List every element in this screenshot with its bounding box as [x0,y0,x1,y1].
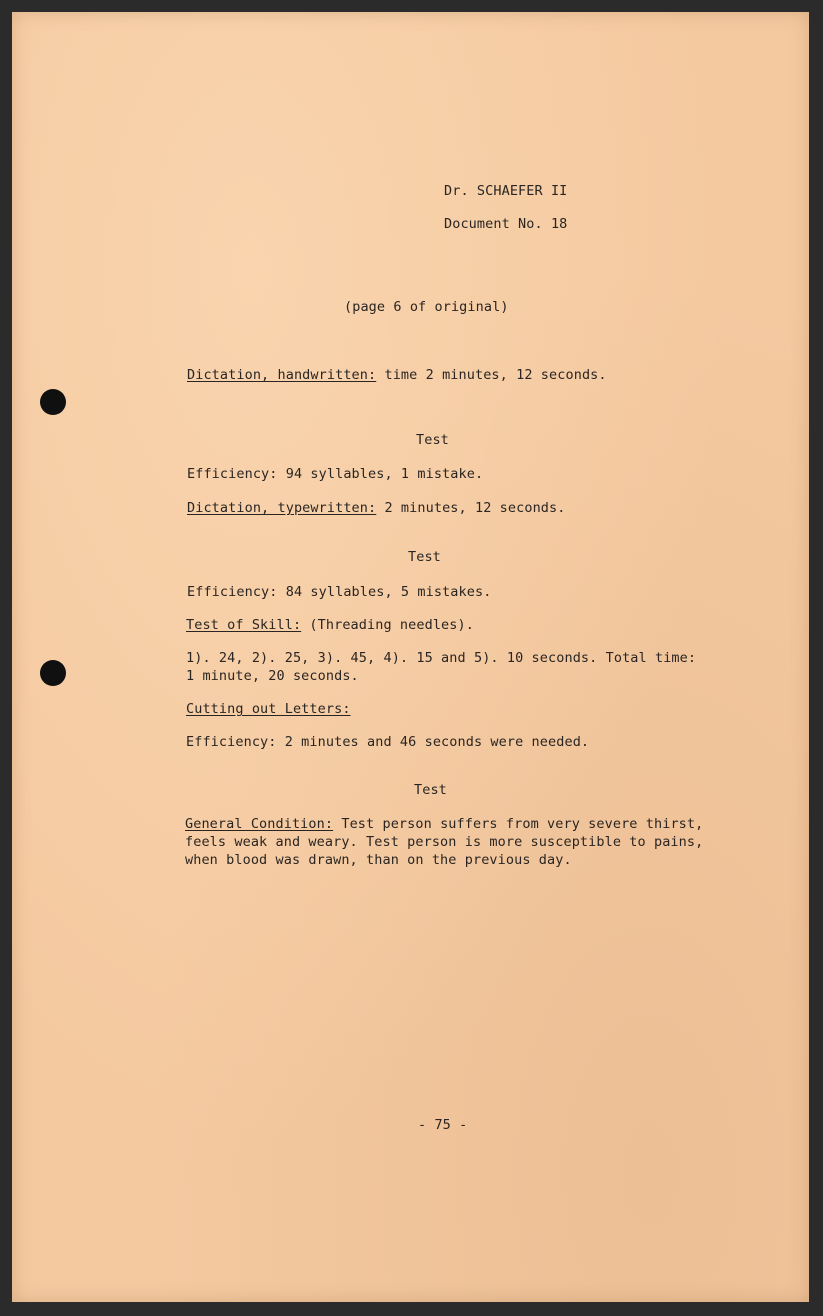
efficiency-line: Efficiency: 2 minutes and 46 seconds were needed. [186,734,590,750]
test-of-skill-text: (Threading needles). [301,617,474,633]
test-heading: Test [408,549,441,565]
general-condition-line: feels weak and weary. Test person is more susceptible to pains, [185,834,704,850]
author-line: Dr. SCHAEFER II [444,183,568,199]
general-condition-line: when blood was drawn, than on the previous day. [185,852,572,868]
efficiency-line: Efficiency: 84 syllables, 5 mistakes. [187,584,492,600]
page-number: - 75 - [418,1117,468,1133]
punch-hole [40,389,66,415]
general-condition-label: General Condition: [185,816,334,832]
test-heading: Test [416,432,449,448]
test-of-skill-line [186,616,474,634]
document-number: Document No. 18 [444,216,568,232]
document-page [12,12,809,1302]
dictation-handwritten-line [187,366,607,384]
efficiency-line: Efficiency: 94 syllables, 1 mistake. [187,466,484,482]
test-heading: Test [414,782,447,798]
general-condition-text: Test person suffers from very severe thirst, [333,816,704,832]
punch-hole [40,660,66,686]
cutting-label-text: Cutting out Letters: [186,701,351,717]
dictation-handwritten-text: time 2 minutes, 12 seconds. [376,367,607,383]
general-condition-line [185,815,703,833]
dictation-handwritten-label: Dictation, handwritten: [187,367,377,383]
page-reference: (page 6 of original) [344,299,509,315]
dictation-typewritten-text: 2 minutes, 12 seconds. [376,500,566,516]
dictation-typewritten-label: Dictation, typewritten: [187,500,377,516]
skill-results-line: 1). 24, 2). 25, 3). 45, 4). 15 and 5). 10 seconds. Total time: [186,650,697,666]
dictation-typewritten-line [187,499,566,517]
test-of-skill-label: Test of Skill: [186,617,302,633]
skill-results-line: 1 minute, 20 seconds. [186,668,359,684]
cutting-out-letters-label [186,700,351,718]
